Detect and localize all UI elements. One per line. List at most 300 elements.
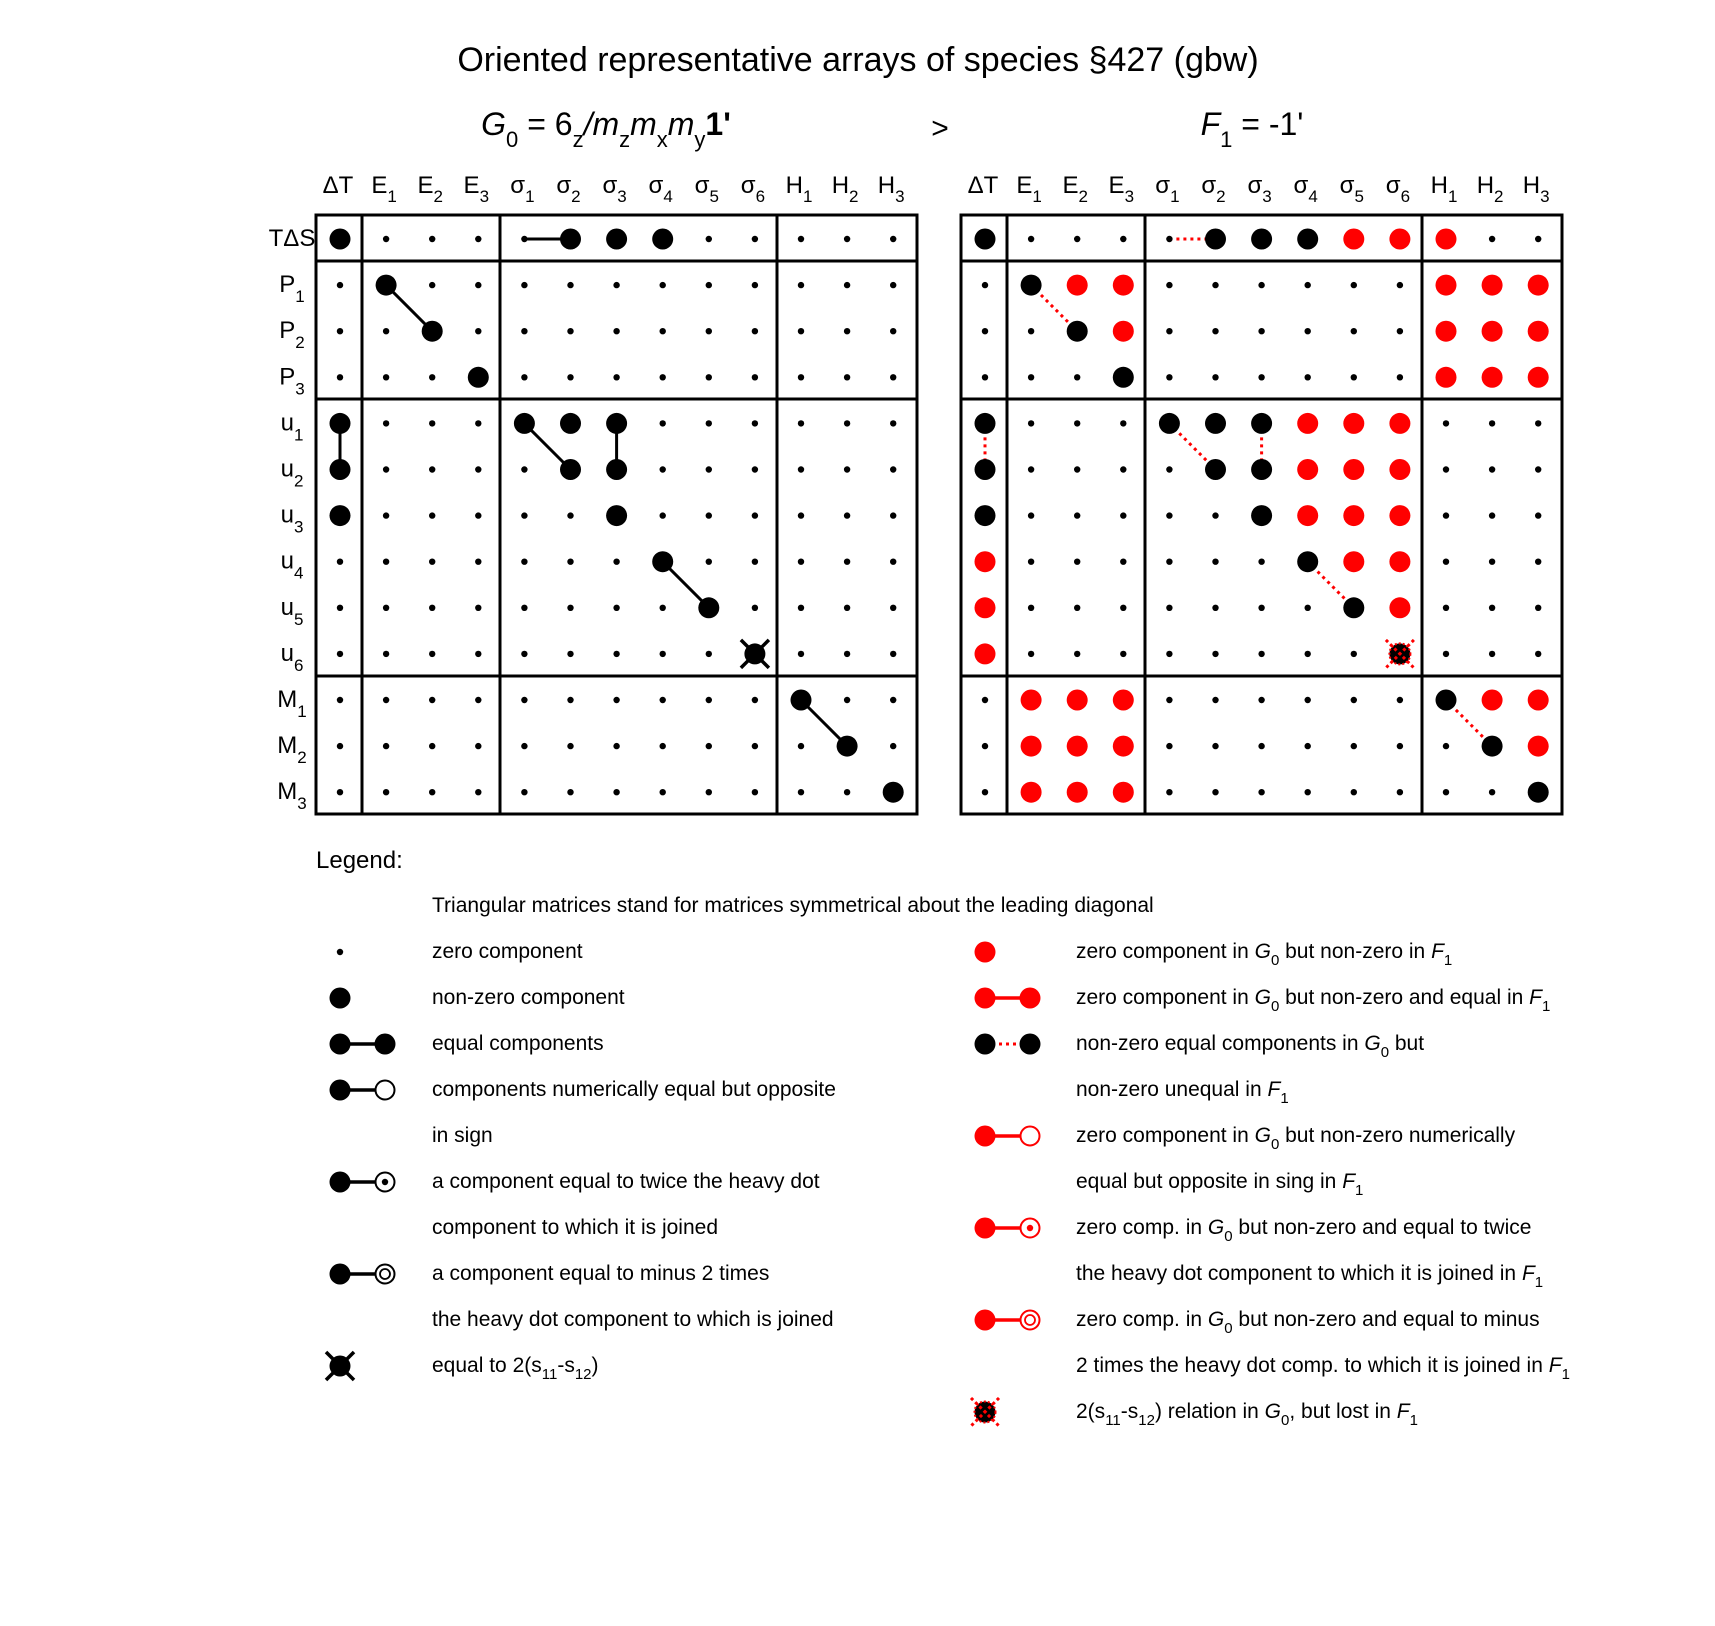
left-cell-zero bbox=[660, 328, 666, 334]
left-cell-zero bbox=[660, 697, 666, 703]
right-cell-zero bbox=[1028, 651, 1034, 657]
right-cell-red bbox=[1528, 367, 1549, 388]
right-cell-zero bbox=[1489, 512, 1495, 518]
right-cell-zero bbox=[1535, 605, 1541, 611]
left-cell-zero bbox=[567, 328, 573, 334]
legend-symbol-dotted-link-start bbox=[975, 1034, 996, 1055]
right-cell-red bbox=[1389, 229, 1410, 250]
right-cell-zero bbox=[1443, 651, 1449, 657]
right-cell-red bbox=[1528, 275, 1549, 296]
right-cell-nonzero bbox=[1343, 597, 1364, 618]
legend-symbol-big-dot bbox=[330, 988, 351, 1009]
right-cell-zero bbox=[1166, 559, 1172, 565]
left-column-label: $\sigma_1$ bbox=[510, 172, 535, 206]
left-cell-nonzero bbox=[883, 782, 904, 803]
left-cell-zero bbox=[706, 466, 712, 472]
left-cell-nonzero bbox=[560, 413, 581, 434]
right-cell-red bbox=[1436, 229, 1457, 250]
right-cell-red bbox=[975, 551, 996, 572]
left-cell-zero bbox=[429, 374, 435, 380]
right-cell-nonzero bbox=[1251, 459, 1272, 480]
right-column-label: $H_2$ bbox=[1476, 172, 1504, 206]
left-cell-zero bbox=[890, 559, 896, 565]
left-cell-zero bbox=[567, 605, 573, 611]
left-cell-zero bbox=[567, 512, 573, 518]
left-cell-zero bbox=[844, 512, 850, 518]
left-cell-zero bbox=[752, 374, 758, 380]
right-cell-zero bbox=[1212, 697, 1218, 703]
right-cell-nonzero bbox=[1067, 321, 1088, 342]
right-cell-red bbox=[1436, 321, 1457, 342]
row-label: $P_3$ bbox=[279, 363, 305, 399]
right-column-label: $\sigma_6$ bbox=[1385, 172, 1411, 206]
right-cell-zero bbox=[1258, 789, 1264, 795]
right-cell-zero bbox=[1489, 789, 1495, 795]
left-cell-zero bbox=[844, 466, 850, 472]
legend-item-red-minus2-link bbox=[975, 1308, 1570, 1383]
left-column-label: $E_2$ bbox=[417, 172, 443, 206]
right-cell-zero bbox=[1443, 789, 1449, 795]
left-cell-zero bbox=[383, 420, 389, 426]
left-column-label: $E_1$ bbox=[371, 172, 397, 206]
right-cell-nonzero bbox=[1113, 367, 1134, 388]
right-cell-red bbox=[1389, 551, 1410, 572]
right-cell-nonzero bbox=[1205, 413, 1226, 434]
row-label: $u_5$ bbox=[280, 593, 304, 629]
left-cell-zero bbox=[890, 605, 896, 611]
right-cell-zero bbox=[1074, 420, 1080, 426]
left-cell-zero bbox=[798, 328, 804, 334]
left-cell-zero bbox=[337, 789, 343, 795]
left-matrix bbox=[269, 172, 917, 814]
right-cell-red bbox=[1067, 782, 1088, 803]
left-cell-nonzero bbox=[652, 229, 673, 250]
legend-symbol-red-equal-link-start bbox=[975, 988, 996, 1009]
left-cell-zero bbox=[844, 559, 850, 565]
legend-symbol-minus2-link-start bbox=[330, 1264, 351, 1285]
legend-text: zero component bbox=[432, 940, 583, 963]
legend-symbol-red-twice-link-start bbox=[975, 1218, 996, 1239]
right-cell-nonzero bbox=[1159, 413, 1180, 434]
left-cell-zero bbox=[798, 559, 804, 565]
right-cell-zero bbox=[1443, 743, 1449, 749]
left-cell-zero bbox=[613, 789, 619, 795]
left-cell-zero bbox=[613, 651, 619, 657]
left-cell-zero bbox=[798, 282, 804, 288]
right-cell-zero bbox=[1120, 559, 1126, 565]
right-cell-zero bbox=[1166, 789, 1172, 795]
right-cell-zero bbox=[1351, 789, 1357, 795]
right-cell-zero bbox=[1351, 282, 1357, 288]
left-cell-zero bbox=[429, 697, 435, 703]
left-cell-zero bbox=[706, 512, 712, 518]
left-column-label: $\sigma_4$ bbox=[648, 172, 673, 206]
left-cell-zero bbox=[337, 651, 343, 657]
left-cell-zero bbox=[337, 605, 343, 611]
right-cell-zero bbox=[1120, 651, 1126, 657]
legend-symbol-minus2-link-end bbox=[376, 1265, 395, 1284]
left-cell-zero bbox=[521, 512, 527, 518]
left-cell-zero bbox=[475, 559, 481, 565]
right-cell-red bbox=[1389, 505, 1410, 526]
legend-symbol-red-twice-link-center bbox=[1027, 1225, 1033, 1231]
left-cell-zero bbox=[383, 743, 389, 749]
row-label: $M_2$ bbox=[277, 732, 307, 768]
left-cell-zero bbox=[844, 697, 850, 703]
left-cell-zero bbox=[475, 282, 481, 288]
legend-item-big-dot bbox=[330, 986, 625, 1009]
right-cell-red bbox=[1389, 413, 1410, 434]
right-cell-zero bbox=[1120, 420, 1126, 426]
left-column-label: ΔT bbox=[322, 172, 354, 199]
right-cell-zero bbox=[1489, 651, 1495, 657]
legend-text: components numerically equal but opposite bbox=[432, 1078, 836, 1101]
left-cell-zero bbox=[613, 697, 619, 703]
right-cell-zero bbox=[1212, 789, 1218, 795]
legend-heading: Legend: bbox=[316, 847, 403, 874]
left-cell-zero bbox=[383, 236, 389, 242]
right-cell-nonzero bbox=[1251, 229, 1272, 250]
left-cell-zero bbox=[752, 328, 758, 334]
left-cell-zero bbox=[660, 789, 666, 795]
right-matrix-header: $F_1 = -1'$ bbox=[1200, 106, 1304, 152]
right-cell-zero bbox=[1258, 559, 1264, 565]
left-cell-zero bbox=[383, 605, 389, 611]
left-cell-zero bbox=[383, 789, 389, 795]
right-cell-zero bbox=[1166, 605, 1172, 611]
right-cell-red bbox=[1482, 321, 1503, 342]
legend-text: the heavy dot component to which is joined bbox=[432, 1308, 834, 1331]
right-cell-red bbox=[1436, 367, 1457, 388]
right-cell-zero bbox=[1443, 466, 1449, 472]
right-cell-zero bbox=[1258, 282, 1264, 288]
right-cell-zero bbox=[1074, 605, 1080, 611]
left-cell-zero bbox=[521, 374, 527, 380]
left-cell-zero bbox=[660, 605, 666, 611]
row-label: $u_6$ bbox=[280, 639, 304, 675]
legend-item-lost-cross bbox=[971, 1398, 1418, 1429]
left-cell-zero bbox=[383, 697, 389, 703]
left-cell-zero bbox=[798, 466, 804, 472]
right-cell-red bbox=[975, 643, 996, 664]
right-cell-zero bbox=[1397, 374, 1403, 380]
left-cell-nonzero bbox=[791, 690, 812, 711]
left-cell-zero bbox=[798, 512, 804, 518]
left-cell-zero bbox=[613, 605, 619, 611]
left-cell-zero bbox=[890, 512, 896, 518]
left-cell-zero bbox=[706, 374, 712, 380]
left-cell-zero bbox=[475, 236, 481, 242]
right-cell-zero bbox=[1489, 420, 1495, 426]
left-cell-zero bbox=[567, 789, 573, 795]
greater-than-symbol: > bbox=[931, 112, 949, 145]
left-cell-nonzero bbox=[698, 597, 719, 618]
right-cell-zero bbox=[982, 789, 988, 795]
left-cell-nonzero bbox=[330, 413, 351, 434]
left-cell-zero bbox=[337, 743, 343, 749]
right-cell-zero bbox=[1305, 789, 1311, 795]
right-cell-zero bbox=[1166, 697, 1172, 703]
left-cell-zero bbox=[660, 512, 666, 518]
row-label: TΔS bbox=[268, 225, 316, 252]
legend-symbol-twice-link-center bbox=[382, 1179, 388, 1185]
legend-text: equal but opposite in sing in $F_1$ bbox=[1076, 1170, 1364, 1199]
left-cell-zero bbox=[475, 466, 481, 472]
left-cell-zero bbox=[844, 651, 850, 657]
right-cell-red bbox=[1389, 459, 1410, 480]
legend-left-column bbox=[326, 940, 836, 1383]
left-cell-zero bbox=[844, 605, 850, 611]
right-column-label: $\sigma_2$ bbox=[1201, 172, 1226, 206]
left-cell-zero bbox=[383, 651, 389, 657]
legend-text: component to which it is joined bbox=[432, 1216, 718, 1239]
right-cell-zero bbox=[1166, 651, 1172, 657]
legend-item-twice-link bbox=[330, 1170, 820, 1239]
legend-text: the heavy dot component to which it is joined in $F_1$ bbox=[1076, 1262, 1544, 1291]
right-cell-zero bbox=[1535, 651, 1541, 657]
right-cell-zero bbox=[1212, 559, 1218, 565]
right-cell-zero bbox=[1351, 697, 1357, 703]
right-cell-red bbox=[1067, 275, 1088, 296]
left-cell-zero bbox=[383, 328, 389, 334]
left-cell-zero bbox=[521, 282, 527, 288]
right-cell-zero bbox=[1535, 559, 1541, 565]
left-cell-zero bbox=[798, 374, 804, 380]
right-cell-zero bbox=[1305, 697, 1311, 703]
left-cell-zero bbox=[844, 328, 850, 334]
left-cell-zero bbox=[475, 328, 481, 334]
legend-text: 2 times the heavy dot comp. to which it is joined in $F_1$ bbox=[1076, 1354, 1570, 1383]
left-cell-nonzero bbox=[514, 413, 535, 434]
legend-text: equal to $2(s_{11}-s_{12})$ bbox=[432, 1354, 599, 1383]
left-cell-zero bbox=[890, 697, 896, 703]
right-cell-zero bbox=[1212, 512, 1218, 518]
left-cell-zero bbox=[429, 559, 435, 565]
left-column-label: $E_3$ bbox=[463, 172, 490, 206]
right-cell-zero bbox=[1305, 328, 1311, 334]
left-cell-zero bbox=[890, 282, 896, 288]
right-cell-nonzero bbox=[1205, 459, 1226, 480]
right-cell-zero bbox=[1212, 651, 1218, 657]
right-cell-red bbox=[1389, 597, 1410, 618]
right-cell-zero bbox=[1074, 651, 1080, 657]
right-cell-red bbox=[1067, 736, 1088, 757]
left-cell-zero bbox=[429, 789, 435, 795]
left-cell-zero bbox=[337, 374, 343, 380]
right-cell-red bbox=[1067, 690, 1088, 711]
row-label: $u_2$ bbox=[280, 455, 304, 491]
left-cell-zero bbox=[798, 605, 804, 611]
left-cell-zero bbox=[752, 743, 758, 749]
right-cell-zero bbox=[1120, 512, 1126, 518]
left-cell-zero bbox=[429, 466, 435, 472]
right-cell-zero bbox=[1351, 651, 1357, 657]
left-cell-nonzero bbox=[606, 413, 627, 434]
legend-item-red-equal-link bbox=[975, 986, 1551, 1015]
right-column-label: $E_2$ bbox=[1062, 172, 1088, 206]
right-cell-red bbox=[1482, 367, 1503, 388]
left-cell-zero bbox=[890, 328, 896, 334]
left-column-label: $\sigma_5$ bbox=[694, 172, 719, 206]
right-column-label: $\sigma_4$ bbox=[1293, 172, 1318, 206]
right-cell-zero bbox=[1028, 559, 1034, 565]
left-matrix-header: $G_0 = 6_z/m_zm_xm_y1'$ bbox=[481, 106, 731, 152]
left-cell-zero bbox=[752, 789, 758, 795]
right-cell-zero bbox=[1305, 374, 1311, 380]
left-cell-zero bbox=[613, 282, 619, 288]
legend-symbol-red-opposite-link-start bbox=[975, 1126, 996, 1147]
right-cell-zero bbox=[1258, 605, 1264, 611]
right-cell-red bbox=[1113, 321, 1134, 342]
left-cell-zero bbox=[798, 420, 804, 426]
right-cell-zero bbox=[982, 743, 988, 749]
left-cell-zero bbox=[660, 466, 666, 472]
legend-symbol-small-dot bbox=[337, 949, 343, 955]
left-cell-zero bbox=[429, 605, 435, 611]
right-cell-zero bbox=[1489, 605, 1495, 611]
row-label: $u_4$ bbox=[280, 547, 304, 583]
right-column-label: $H_3$ bbox=[1522, 172, 1550, 206]
right-cell-zero bbox=[1120, 466, 1126, 472]
right-cell-zero bbox=[1535, 512, 1541, 518]
left-cell-zero bbox=[521, 651, 527, 657]
diagram-title: Oriented representative arrays of species §427 (gbw) bbox=[457, 41, 1259, 79]
legend-text: in sign bbox=[432, 1124, 493, 1147]
right-cell-zero bbox=[1166, 328, 1172, 334]
left-cell-zero bbox=[890, 743, 896, 749]
right-cell-zero bbox=[1258, 374, 1264, 380]
left-cell-zero bbox=[521, 743, 527, 749]
right-cell-zero bbox=[1212, 282, 1218, 288]
row-label: $M_3$ bbox=[277, 778, 307, 814]
right-cell-red bbox=[1482, 275, 1503, 296]
left-cell-zero bbox=[521, 328, 527, 334]
right-cell-zero bbox=[1074, 466, 1080, 472]
left-cell-zero bbox=[844, 282, 850, 288]
left-cell-zero bbox=[337, 328, 343, 334]
left-cell-zero bbox=[660, 743, 666, 749]
right-cell-zero bbox=[1397, 282, 1403, 288]
left-cell-zero bbox=[475, 605, 481, 611]
right-cell-zero bbox=[1305, 282, 1311, 288]
right-column-label: $E_1$ bbox=[1016, 172, 1042, 206]
legend-text: non-zero unequal in $F_1$ bbox=[1076, 1078, 1289, 1107]
left-cell-nonzero bbox=[468, 367, 489, 388]
left-cell-nonzero bbox=[330, 459, 351, 480]
left-cell-zero bbox=[613, 743, 619, 749]
legend-text: equal components bbox=[432, 1032, 604, 1055]
left-cell-zero bbox=[890, 420, 896, 426]
right-cell-nonzero bbox=[1251, 413, 1272, 434]
left-cell-zero bbox=[844, 789, 850, 795]
left-cell-nonzero bbox=[837, 736, 858, 757]
legend-item-opposite-link bbox=[330, 1078, 836, 1147]
left-cell-zero bbox=[521, 697, 527, 703]
right-cell-zero bbox=[1166, 236, 1172, 242]
left-cell-zero bbox=[660, 651, 666, 657]
right-cell-zero bbox=[1489, 236, 1495, 242]
left-cell-zero bbox=[521, 559, 527, 565]
left-cell-zero bbox=[706, 743, 712, 749]
left-cell-zero bbox=[429, 743, 435, 749]
left-cell-zero bbox=[429, 282, 435, 288]
right-cell-red bbox=[1113, 736, 1134, 757]
right-cell-zero bbox=[1258, 651, 1264, 657]
right-column-label: $H_1$ bbox=[1430, 172, 1458, 206]
left-column-label: $H_1$ bbox=[785, 172, 813, 206]
left-cell-zero bbox=[337, 282, 343, 288]
right-cell-red bbox=[1528, 736, 1549, 757]
left-cell-zero bbox=[429, 236, 435, 242]
right-cell-red bbox=[1297, 505, 1318, 526]
right-cell-zero bbox=[1258, 697, 1264, 703]
legend-right-column bbox=[971, 940, 1570, 1429]
legend-item-red-opposite-link bbox=[975, 1124, 1516, 1199]
right-cell-nonzero bbox=[1297, 229, 1318, 250]
left-cell-zero bbox=[475, 697, 481, 703]
left-cell-zero bbox=[706, 282, 712, 288]
left-cell-zero bbox=[752, 512, 758, 518]
right-column-label: ΔT bbox=[967, 172, 999, 199]
right-cell-red bbox=[1343, 505, 1364, 526]
left-cell-zero bbox=[475, 743, 481, 749]
right-cell-zero bbox=[1535, 420, 1541, 426]
right-cell-red bbox=[1113, 275, 1134, 296]
left-cell-zero bbox=[567, 374, 573, 380]
right-cell-red bbox=[1297, 459, 1318, 480]
legend-item-equal-link bbox=[330, 1032, 604, 1055]
left-cell-zero bbox=[429, 420, 435, 426]
left-cell-zero bbox=[752, 605, 758, 611]
right-cell-red bbox=[1528, 321, 1549, 342]
left-cell-zero bbox=[890, 466, 896, 472]
right-cell-red bbox=[975, 597, 996, 618]
left-cell-zero bbox=[660, 420, 666, 426]
left-cell-nonzero bbox=[606, 505, 627, 526]
right-cell-nonzero bbox=[1251, 505, 1272, 526]
left-cell-zero bbox=[613, 328, 619, 334]
legend-text: zero component in $G_0$ but non-zero and equal in $F_1$ bbox=[1076, 986, 1551, 1015]
right-cell-zero bbox=[1212, 328, 1218, 334]
left-cell-zero bbox=[752, 559, 758, 565]
left-cell-zero bbox=[521, 466, 527, 472]
right-cell-zero bbox=[1028, 605, 1034, 611]
row-label: $u_1$ bbox=[280, 409, 304, 445]
left-cell-zero bbox=[613, 559, 619, 565]
legend-symbol-opposite-link-end bbox=[376, 1081, 395, 1100]
left-cell-zero bbox=[752, 420, 758, 426]
left-cell-zero bbox=[752, 466, 758, 472]
right-cell-nonzero bbox=[975, 229, 996, 250]
left-cell-nonzero bbox=[560, 229, 581, 250]
left-cell-zero bbox=[706, 651, 712, 657]
right-cell-zero bbox=[1535, 466, 1541, 472]
left-cell-nonzero bbox=[330, 505, 351, 526]
right-cell-nonzero bbox=[1528, 782, 1549, 803]
left-cell-zero bbox=[660, 374, 666, 380]
right-cell-red bbox=[1021, 736, 1042, 757]
right-cell-zero bbox=[982, 282, 988, 288]
left-cell-zero bbox=[706, 328, 712, 334]
right-cell-zero bbox=[982, 328, 988, 334]
legend-text: a component equal to twice the heavy dot bbox=[432, 1170, 820, 1193]
right-column-label: $\sigma_1$ bbox=[1155, 172, 1180, 206]
legend-text: $2(s_{11}-s_{12})$ relation in $G_0$, but lost in $F_1$ bbox=[1076, 1400, 1418, 1429]
left-cell-zero bbox=[567, 697, 573, 703]
legend-text: zero comp. in $G_0$ but non-zero and equal to twice bbox=[1076, 1216, 1532, 1245]
right-cell-zero bbox=[1028, 512, 1034, 518]
right-cell-zero bbox=[1351, 743, 1357, 749]
